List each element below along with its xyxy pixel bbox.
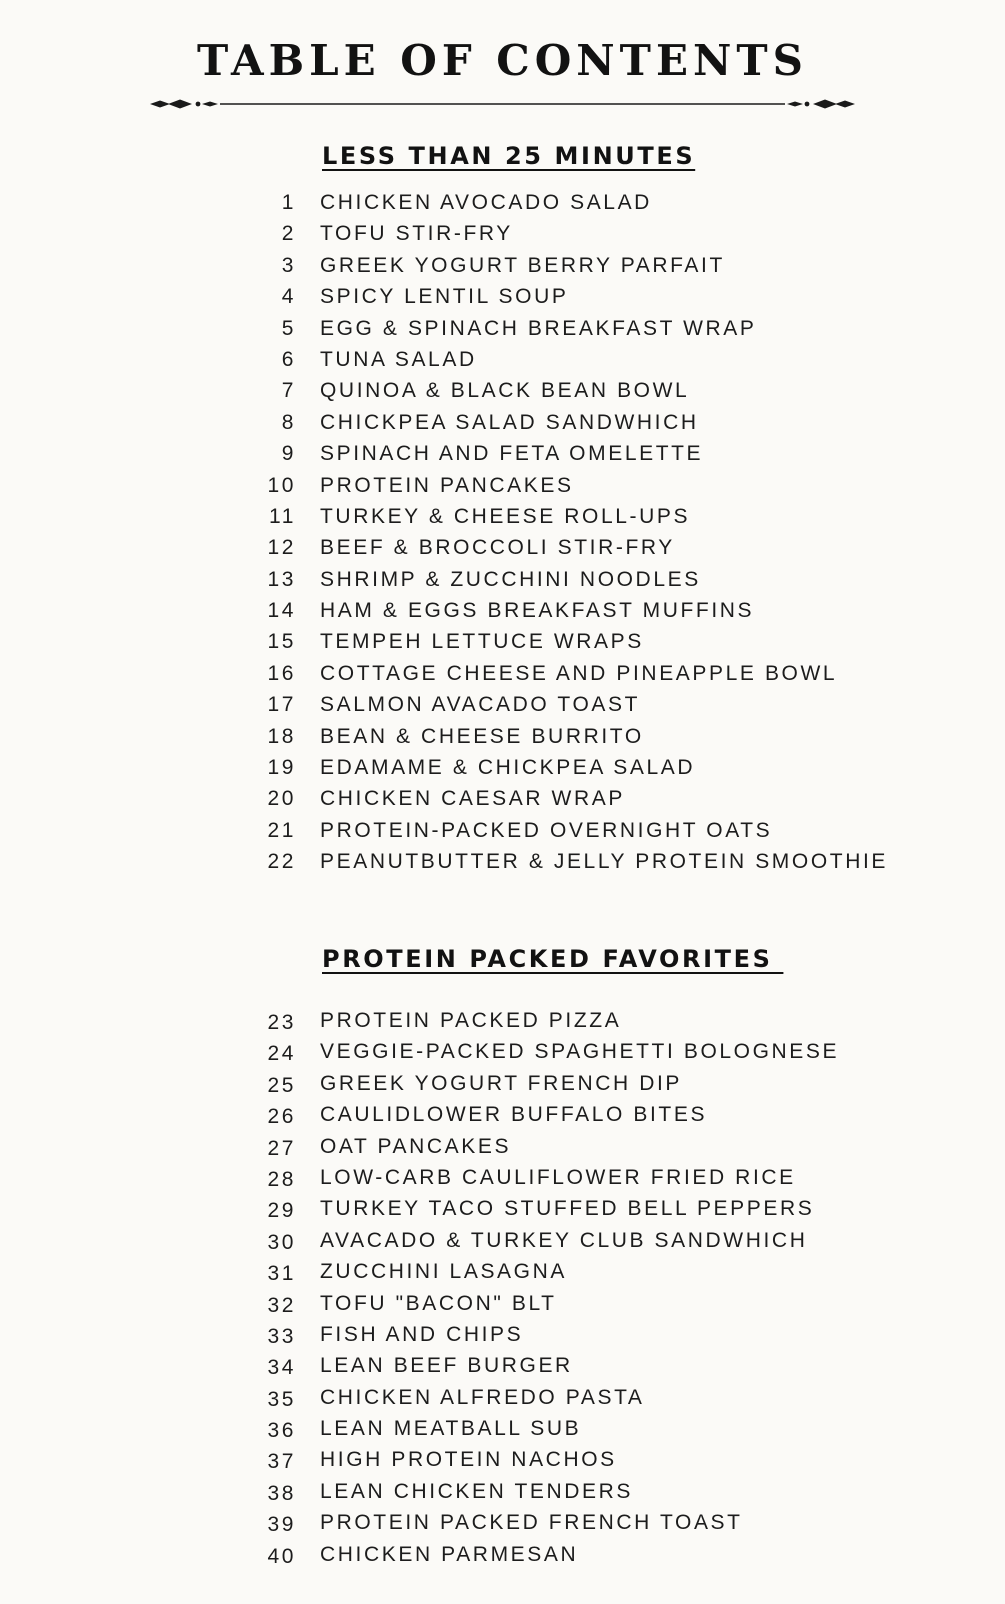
entry-title: TEMPEH LETTUCE WRAPS [320, 630, 644, 654]
entry-title: TOFU "BACON" BLT [320, 1291, 557, 1315]
entry-title: CHICKEN ALFREDO PASTA [320, 1385, 645, 1409]
entry-number: 35 [267, 1387, 296, 1411]
toc-entry [0, 599, 1005, 630]
entry-number: 38 [267, 1481, 296, 1505]
entry-number: 10 [267, 473, 296, 497]
section-heading-quick: LESS THAN 25 MINUTES [322, 142, 696, 170]
entry-title: LEAN BEEF BURGER [320, 1354, 573, 1378]
entry-number: 23 [267, 1011, 296, 1034]
entry-title: EDAMAME & CHICKPEA SALAD [320, 756, 696, 780]
toc-entry [0, 1072, 1005, 1103]
toc-entry [0, 1323, 1005, 1354]
toc-entry [0, 819, 1005, 850]
toc-entry [0, 191, 1005, 222]
toc-entry [0, 1040, 1005, 1071]
toc-entry [0, 1166, 1005, 1197]
entry-title: OAT PANCAKES [320, 1134, 512, 1158]
ornamental-divider [150, 94, 855, 114]
entry-number: 32 [267, 1293, 296, 1317]
entry-title: QUINOA & BLACK BEAN BOWL [320, 379, 690, 403]
entry-number: 4 [281, 285, 296, 309]
entry-title: HAM & EGGS BREAKFAST MUFFINS [320, 599, 755, 623]
entry-title: GREEK YOGURT FRENCH DIP [320, 1071, 683, 1095]
toc-entry [0, 1354, 1005, 1385]
toc-entry [0, 1229, 1005, 1260]
entry-title: ZUCCHINI LASAGNA [320, 1260, 567, 1284]
toc-entry [0, 348, 1005, 379]
entry-title: SPICY LENTIL SOUP [320, 285, 569, 309]
entry-title: LEAN CHICKEN TENDERS [320, 1479, 634, 1503]
entry-title: TUNA SALAD [320, 347, 477, 371]
entry-number: 18 [267, 724, 296, 748]
toc-entry [0, 285, 1005, 316]
entry-title: COTTAGE CHEESE AND PINEAPPLE BOWL [320, 661, 838, 685]
entry-number: 33 [267, 1324, 296, 1348]
toc-entry [0, 850, 1005, 881]
entry-number: 15 [267, 630, 296, 654]
entry-title: LOW-CARB CAULIFLOWER FRIED RICE [320, 1165, 796, 1189]
entry-title: LEAN MEATBALL SUB [320, 1417, 582, 1441]
toc-entry [0, 1511, 1005, 1542]
toc-entry [0, 756, 1005, 787]
entry-number: 19 [267, 756, 296, 780]
toc-entry [0, 725, 1005, 756]
entry-number: 30 [267, 1230, 296, 1254]
entry-number: 37 [267, 1450, 296, 1474]
entry-number: 12 [267, 536, 296, 560]
entry-title: TURKEY & CHEESE ROLL-UPS [320, 504, 691, 528]
entry-title: BEEF & BROCCOLI STIR-FRY [320, 536, 675, 560]
entry-title: TOFU STIR-FRY [320, 222, 513, 246]
entry-number: 8 [281, 410, 296, 434]
toc-entry [0, 379, 1005, 410]
toc-entry [0, 787, 1005, 818]
toc-entry [0, 630, 1005, 661]
toc-entry [0, 254, 1005, 285]
entry-number: 36 [267, 1419, 296, 1443]
entry-title: PEANUTBUTTER & JELLY PROTEIN SMOOTHIE [320, 850, 889, 874]
toc-entry [0, 536, 1005, 567]
entry-number: 13 [267, 567, 296, 591]
entry-title: PROTEIN PACKED PIZZA [320, 1009, 622, 1032]
toc-entry [0, 693, 1005, 724]
entry-number: 9 [281, 442, 296, 466]
entry-number: 29 [267, 1199, 296, 1223]
toc-entry [0, 1292, 1005, 1323]
entry-number: 22 [267, 850, 296, 874]
entry-number: 39 [267, 1513, 296, 1537]
entry-number: 3 [281, 253, 296, 277]
entry-number: 31 [267, 1262, 296, 1286]
entry-number: 27 [267, 1136, 296, 1160]
entry-title: PROTEIN PACKED FRENCH TOAST [320, 1511, 743, 1535]
toc-entry [0, 1480, 1005, 1511]
entry-title: CHICKEN PARMESAN [320, 1542, 579, 1566]
toc-entry [0, 222, 1005, 253]
toc-entry [0, 505, 1005, 536]
toc-entry [0, 1386, 1005, 1417]
toc-entry [0, 1417, 1005, 1448]
toc-entry [0, 568, 1005, 599]
entry-number: 11 [269, 504, 296, 528]
entry-title: GREEK YOGURT BERRY PARFAIT [320, 253, 725, 277]
entry-title: SPINACH AND FETA OMELETTE [320, 442, 704, 466]
entry-number: 1 [281, 191, 296, 214]
toc-entry [0, 442, 1005, 473]
entry-number: 5 [281, 316, 296, 340]
toc-entry [0, 1197, 1005, 1228]
entry-number: 21 [267, 818, 296, 842]
entry-title: CHICKEN AVOCADO SALAD [320, 191, 652, 214]
toc-entry [0, 1009, 1005, 1040]
entry-title: EGG & SPINACH BREAKFAST WRAP [320, 316, 757, 340]
entry-title: FISH AND CHIPS [320, 1322, 524, 1346]
entry-title: AVACADO & TURKEY CLUB SANDWHICH [320, 1228, 808, 1252]
entry-title: SALMON AVACADO TOAST [320, 693, 641, 717]
toc-entry [0, 411, 1005, 442]
toc-entry [0, 662, 1005, 693]
entry-number: 28 [267, 1167, 296, 1191]
entry-number: 2 [281, 222, 296, 246]
entry-number: 34 [267, 1356, 296, 1380]
entry-number: 26 [267, 1105, 296, 1129]
entry-number: 7 [281, 379, 296, 403]
entry-number: 14 [267, 599, 296, 623]
entry-number: 17 [267, 693, 296, 717]
entry-number: 20 [267, 787, 296, 811]
toc-entry [0, 1135, 1005, 1166]
entry-title: TURKEY TACO STUFFED BELL PEPPERS [320, 1197, 815, 1221]
entry-title: CHICKPEA SALAD SANDWHICH [320, 410, 699, 434]
entry-title: HIGH PROTEIN NACHOS [320, 1448, 617, 1472]
entry-number: 16 [267, 661, 296, 685]
entry-title: CHICKEN CAESAR WRAP [320, 787, 625, 811]
entry-title: VEGGIE-PACKED SPAGHETTI BOLOGNESE [320, 1040, 840, 1064]
entry-title: PROTEIN PANCAKES [320, 473, 574, 497]
toc-entry [0, 1103, 1005, 1134]
entry-title: CAULIDLOWER BUFFALO BITES [320, 1103, 708, 1127]
entry-number: 25 [267, 1073, 296, 1097]
section-list-favorites [0, 1009, 1005, 1574]
page-title: TABLE OF CONTENTS [197, 36, 808, 85]
toc-entry [0, 474, 1005, 505]
entry-title: BEAN & CHEESE BURRITO [320, 724, 644, 748]
entry-number: 24 [267, 1042, 296, 1066]
entry-title: SHRIMP & ZUCCHINI NOODLES [320, 567, 701, 591]
toc-entry [0, 317, 1005, 348]
entry-title: PROTEIN-PACKED OVERNIGHT OATS [320, 818, 773, 842]
toc-entry [0, 1543, 1005, 1574]
section-list-quick [0, 191, 1005, 882]
section-heading-favorites: PROTEIN PACKED FAVORITES [322, 945, 784, 973]
toc-entry [0, 1260, 1005, 1291]
entry-number: 6 [281, 347, 296, 371]
entry-number: 40 [267, 1544, 296, 1568]
toc-entry [0, 1448, 1005, 1479]
